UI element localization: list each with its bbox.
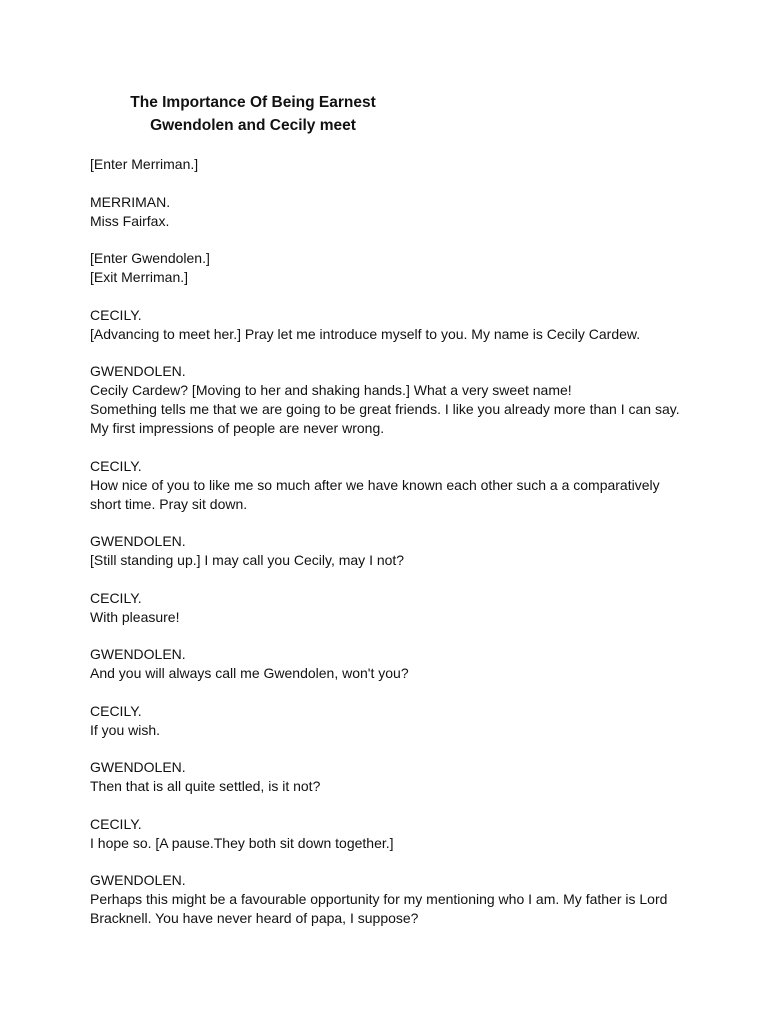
dialogue-line: Miss Fairfax. bbox=[90, 212, 170, 229]
dialogue-block bbox=[90, 193, 690, 231]
dialogue-line: How nice of you to like me so much after we have known each other such a a comparatively bbox=[90, 476, 660, 493]
dialogue-line: Bracknell. You have never heard of papa, I suppose? bbox=[90, 910, 419, 926]
speaker-name: CECILY. bbox=[90, 457, 142, 474]
title-line-2: Gwendolen and Cecily meet bbox=[150, 116, 356, 134]
speaker-name: CECILY. bbox=[90, 306, 142, 323]
dialogue-line: With pleasure! bbox=[90, 608, 180, 625]
dialogue-line: [Still standing up.] I may call you Cecily, may I not? bbox=[90, 552, 405, 568]
dialogue-line: [Enter Gwendolen.] bbox=[90, 250, 210, 266]
dialogue-block bbox=[90, 532, 690, 570]
speaker-name: GWENDOLEN. bbox=[90, 533, 186, 549]
dialogue-line: I hope so. [A pause.They both sit down together.] bbox=[90, 834, 394, 851]
dialogue-line: [Advancing to meet her.] Pray let me introduce myself to you. My name is Cecily Cardew. bbox=[90, 325, 641, 342]
speaker-name: GWENDOLEN. bbox=[90, 872, 186, 888]
dialogue-block bbox=[90, 589, 690, 627]
dialogue-line: [Enter Merriman.] bbox=[90, 156, 199, 172]
dialogue-line: [Exit Merriman.] bbox=[90, 269, 189, 285]
dialogue-block bbox=[90, 702, 690, 740]
dialogue-block bbox=[90, 249, 690, 287]
dialogue-block bbox=[90, 362, 690, 438]
title-line-1: The Importance Of Being Earnest bbox=[130, 94, 376, 111]
dialogue-block bbox=[90, 306, 690, 344]
dialogue-block bbox=[90, 871, 690, 928]
speaker-name: CECILY. bbox=[90, 702, 142, 719]
dialogue-line: And you will always call me Gwendolen, won't you? bbox=[90, 665, 409, 681]
dialogue-line: My first impressions of people are never wrong. bbox=[90, 420, 385, 436]
speaker-name: GWENDOLEN. bbox=[90, 759, 186, 775]
dialogue-line: Something tells me that we are going to be great friends. I like you already more than I can say. bbox=[90, 401, 680, 417]
script-body bbox=[90, 155, 690, 947]
dialogue-line: Perhaps this might be a favourable opportunity for my mentioning who I am. My father is Lord bbox=[90, 891, 668, 907]
dialogue-line: short time. Pray sit down. bbox=[90, 495, 248, 512]
dialogue-line: If you wish. bbox=[90, 721, 161, 738]
dialogue-line: Cecily Cardew? [Moving to her and shaking hands.] What a very sweet name! bbox=[90, 382, 572, 398]
speaker-name: CECILY. bbox=[90, 589, 142, 606]
dialogue-block bbox=[90, 815, 690, 853]
dialogue-line: Then that is all quite settled, is it not? bbox=[90, 778, 321, 794]
speaker-name: GWENDOLEN. bbox=[90, 646, 186, 662]
dialogue-block bbox=[90, 645, 690, 683]
dialogue-block bbox=[90, 457, 690, 514]
document-title bbox=[0, 92, 506, 137]
speaker-name: CECILY. bbox=[90, 815, 142, 832]
speaker-name: GWENDOLEN. bbox=[90, 363, 186, 379]
dialogue-block bbox=[90, 758, 690, 796]
dialogue-block bbox=[90, 155, 690, 174]
speaker-name: MERRIMAN. bbox=[90, 193, 171, 210]
